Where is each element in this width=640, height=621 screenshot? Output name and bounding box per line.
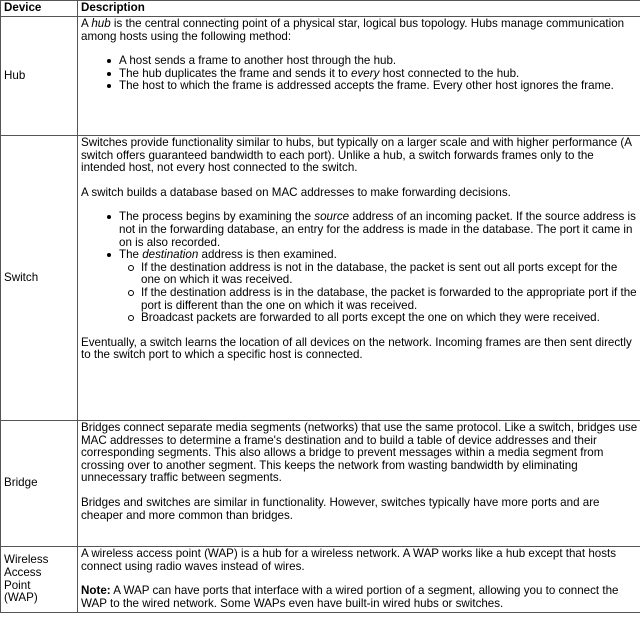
text: host connected to the hub. — [379, 66, 520, 80]
header-row — [1, 1, 640, 17]
list-item: If the destination address is in the database, the packet is forwarded to the appropriate port if the port is different than the one on which it was received. — [127, 287, 638, 312]
header-description: Description — [78, 1, 640, 17]
list-item: If the destination address is not in the database, the packet is sent out all ports except for the one on which it was received. — [127, 262, 638, 287]
table-row-hub — [1, 17, 640, 136]
emphasis: destination — [142, 248, 199, 262]
device-cell-wap — [1, 547, 78, 613]
text: is the central connecting point of a physical star, logical bus topology. Hubs manage communication among hosts using the following method: — [81, 17, 625, 43]
text: address of an incoming packet. If the source address is not in the forwarding database, an entry for the address is made in the database. The port it came in on is also recorded. — [119, 210, 636, 249]
table-row-wap — [1, 547, 640, 613]
wap-paragraph-1: A wireless access point (WAP) is a hub for a wireless network. A WAP works like a hub except that hosts connect using radio waves instead of wires. — [81, 547, 617, 573]
switch-bullet-list — [106, 211, 638, 324]
hub-bullet-list — [106, 55, 638, 93]
device-label-line: Wireless — [4, 553, 49, 567]
hub-intro — [81, 18, 638, 43]
text: The process begins by examining the — [119, 210, 315, 224]
table-row-switch — [1, 136, 640, 421]
text: The — [119, 248, 143, 262]
wap-note — [81, 585, 638, 610]
description-cell-bridge — [78, 421, 640, 547]
emphasis: every — [351, 66, 380, 80]
device-label-line: Access — [4, 565, 42, 579]
description-cell-wap — [78, 547, 640, 613]
list-item: Broadcast packets are forwarded to all ports except the one on which they were received. — [127, 312, 638, 325]
bridge-paragraph-1: Bridges connect separate media segments (networks) that use the same protocol. Like a switch, bridges use MAC addresses to determine a frame's destination and to build a table of device addresses and their corresponding segments. This also allows a bridge to prevent messages within a media segment from crossing over to another segment. This keeps the network from wasting bandwidth by eliminating unnecessary traffic between segments. — [81, 421, 638, 485]
bridge-paragraph-2: Bridges and switches are similar in functionality. However, switches typically have more ports and are cheaper and more common than bridges. — [81, 495, 600, 522]
emphasis: source — [314, 210, 350, 224]
note-text: A WAP can have ports that interface with a wired portion of a segment, allowing you to connect the WAP to the wired network. Some WAPs even have built-in wired hubs or switches. — [81, 584, 619, 610]
description-cell-switch — [78, 136, 640, 421]
header-device: Device — [1, 1, 78, 17]
table-row-bridge — [1, 421, 640, 547]
device-label-line: (WAP) — [4, 591, 38, 605]
text: address is then examined. — [198, 248, 337, 262]
description-cell-hub — [78, 17, 640, 136]
list-item: A host sends a frame to another host through the hub. — [106, 55, 638, 68]
device-cell-bridge: Bridge — [1, 421, 78, 547]
device-label-line: Point — [4, 578, 31, 592]
switch-paragraph-1: Switches provide functionality similar to hubs, but typically on a larger scale and with higher performance (A switch offers guaranteed bandwidth to each port). Unlike a hub, a switch forwards frames only to the intended host, not every host connected to the switch. — [81, 136, 632, 175]
emphasis: hub — [91, 17, 111, 30]
note-label: Note: — [81, 584, 111, 598]
text: The hub duplicates the frame and sends it to — [119, 66, 352, 80]
switch-paragraph-2: A switch builds a database based on MAC addresses to make forwarding decisions. — [81, 185, 511, 199]
device-cell-hub: Hub — [1, 17, 78, 136]
switch-sub-list — [127, 262, 638, 325]
list-item: The host to which the frame is addressed accepts the frame. Every other host ignores the frame. — [106, 80, 638, 93]
text: A — [81, 17, 92, 30]
list-item — [106, 249, 638, 325]
list-item — [106, 211, 638, 249]
device-cell-switch: Switch — [1, 136, 78, 421]
switch-paragraph-3: Eventually, a switch learns the location of all devices on the network. Incoming frames are then sent directly to the switch port to which a specific host is connected. — [81, 335, 632, 362]
